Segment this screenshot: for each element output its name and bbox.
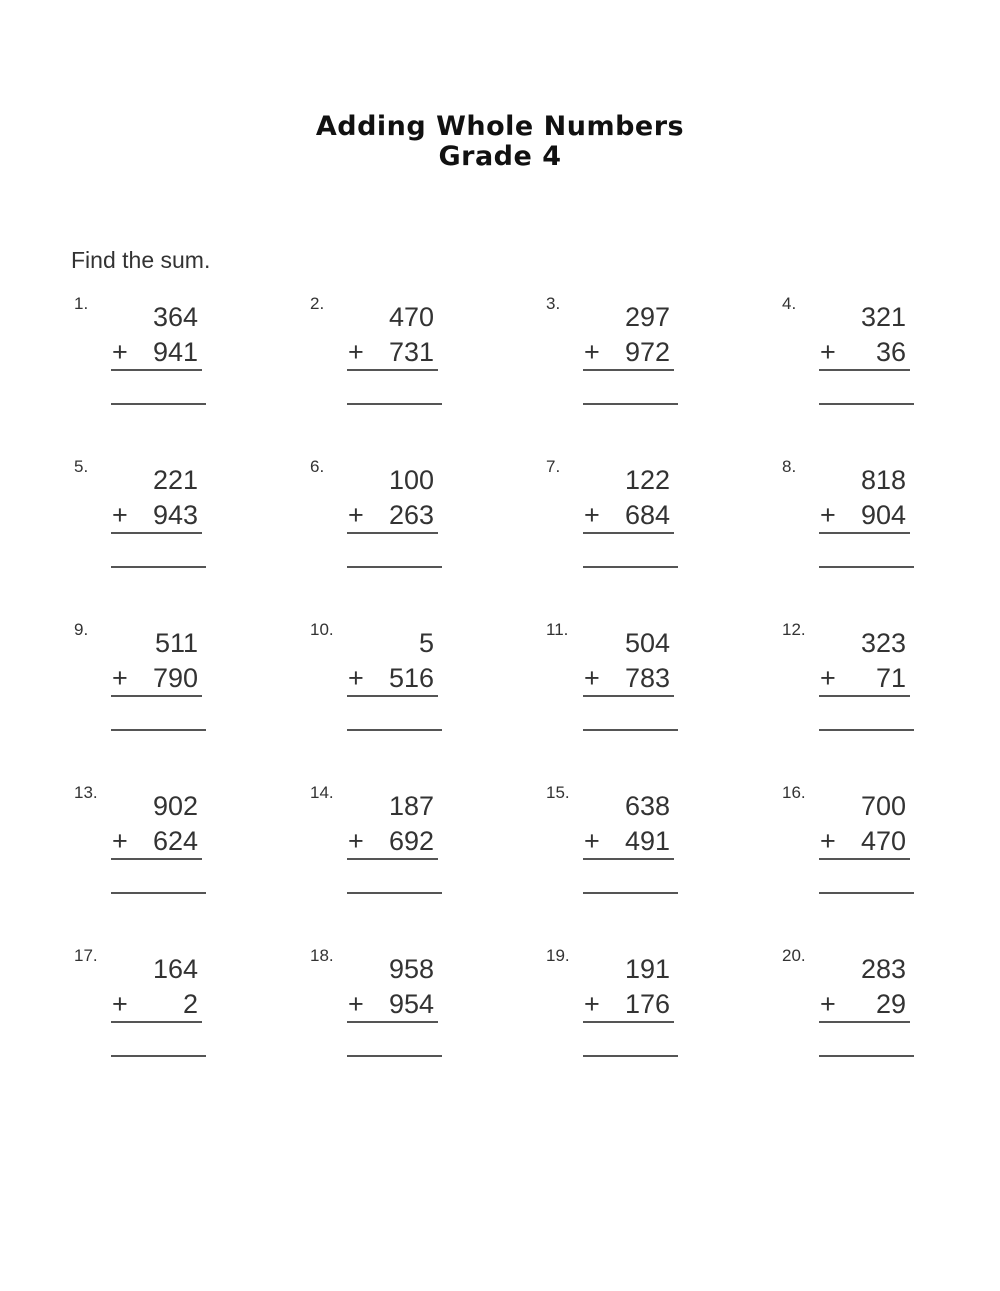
addend-top: 511 <box>154 628 198 658</box>
addend-bottom: 176 <box>624 989 670 1019</box>
problem-4 <box>782 294 906 414</box>
answer-blank[interactable] <box>583 403 678 405</box>
answer-blank[interactable] <box>347 566 442 568</box>
problem-18 <box>310 946 434 1066</box>
addend-top: 5 <box>418 628 434 658</box>
plus-sign: + <box>112 826 128 856</box>
problem-number: 19. <box>546 946 570 965</box>
addend-top: 100 <box>388 465 434 495</box>
problem-number: 11. <box>546 620 569 639</box>
problem-number: 1. <box>74 294 89 313</box>
addend-bottom: 29 <box>875 989 906 1019</box>
plus-sign: + <box>820 663 836 693</box>
answer-blank[interactable] <box>111 566 206 568</box>
problem-number: 8. <box>782 457 797 476</box>
problem-number: 15. <box>546 783 570 802</box>
problem-16 <box>782 783 906 903</box>
sum-line <box>819 695 910 697</box>
sum-line <box>819 1021 910 1023</box>
addend-top: 283 <box>860 954 906 984</box>
addend-top: 902 <box>152 791 198 821</box>
problem-7 <box>546 457 670 577</box>
answer-blank[interactable] <box>111 729 206 731</box>
sum-line <box>111 695 202 697</box>
problem-number: 3. <box>546 294 561 313</box>
plus-sign: + <box>348 663 364 693</box>
addend-bottom: 954 <box>388 989 434 1019</box>
addend-bottom: 790 <box>152 663 198 693</box>
addend-top: 364 <box>152 302 198 332</box>
problem-number: 13. <box>74 783 98 802</box>
problem-6 <box>310 457 434 577</box>
addend-top: 323 <box>860 628 906 658</box>
addend-top: 700 <box>860 791 906 821</box>
answer-blank[interactable] <box>583 892 678 894</box>
addend-top: 297 <box>624 302 670 332</box>
addend-top: 187 <box>388 791 434 821</box>
addend-top: 818 <box>860 465 906 495</box>
worksheet-title <box>0 112 1000 172</box>
plus-sign: + <box>584 826 600 856</box>
sum-line <box>347 532 438 534</box>
problem-11 <box>546 620 670 740</box>
problem-number: 12. <box>782 620 806 639</box>
sum-line <box>347 369 438 371</box>
plus-sign: + <box>112 663 128 693</box>
addend-bottom: 71 <box>875 663 906 693</box>
answer-blank[interactable] <box>111 1055 206 1057</box>
sum-line <box>347 1021 438 1023</box>
sum-line <box>583 1021 674 1023</box>
plus-sign: + <box>584 663 600 693</box>
problem-8 <box>782 457 906 577</box>
answer-blank[interactable] <box>583 729 678 731</box>
problem-20 <box>782 946 906 1066</box>
problem-14 <box>310 783 434 903</box>
answer-blank[interactable] <box>819 729 914 731</box>
addend-bottom: 2 <box>182 989 198 1019</box>
addend-bottom: 36 <box>875 337 906 367</box>
problem-number: 17. <box>74 946 98 965</box>
answer-blank[interactable] <box>583 1055 678 1057</box>
problem-15 <box>546 783 670 903</box>
answer-blank[interactable] <box>583 566 678 568</box>
addend-bottom: 904 <box>860 500 906 530</box>
addend-bottom: 941 <box>152 337 198 367</box>
problem-number: 20. <box>782 946 806 965</box>
plus-sign: + <box>112 337 128 367</box>
problem-10 <box>310 620 434 740</box>
problem-9 <box>74 620 198 740</box>
problem-5 <box>74 457 198 577</box>
sum-line <box>583 532 674 534</box>
title-line-1: Adding Whole Numbers <box>315 111 685 142</box>
addend-bottom: 943 <box>152 500 198 530</box>
sum-line <box>583 695 674 697</box>
plus-sign: + <box>820 826 836 856</box>
problem-number: 14. <box>310 783 334 802</box>
problem-19 <box>546 946 670 1066</box>
problem-2 <box>310 294 434 414</box>
addend-bottom: 470 <box>860 826 906 856</box>
title-line-2: Grade 4 <box>438 141 562 172</box>
plus-sign: + <box>112 989 128 1019</box>
addend-top: 504 <box>624 628 670 658</box>
addend-bottom: 684 <box>624 500 670 530</box>
problem-number: 4. <box>782 294 797 313</box>
addend-bottom: 624 <box>152 826 198 856</box>
plus-sign: + <box>348 337 364 367</box>
problem-number: 7. <box>546 457 561 476</box>
plus-sign: + <box>584 500 600 530</box>
answer-blank[interactable] <box>819 892 914 894</box>
addend-top: 221 <box>152 465 198 495</box>
problem-number: 2. <box>310 294 325 313</box>
answer-blank[interactable] <box>819 403 914 405</box>
sum-line <box>583 369 674 371</box>
problem-number: 10. <box>310 620 334 639</box>
problem-number: 5. <box>74 457 89 476</box>
addend-top: 958 <box>388 954 434 984</box>
sum-line <box>819 858 910 860</box>
sum-line <box>111 858 202 860</box>
answer-blank[interactable] <box>111 892 206 894</box>
answer-blank[interactable] <box>347 892 442 894</box>
answer-blank[interactable] <box>819 566 914 568</box>
plus-sign: + <box>820 500 836 530</box>
answer-blank[interactable] <box>347 403 442 405</box>
sum-line <box>111 532 202 534</box>
plus-sign: + <box>348 500 364 530</box>
problem-number: 16. <box>782 783 806 802</box>
plus-sign: + <box>348 826 364 856</box>
problem-1 <box>74 294 198 414</box>
addend-bottom: 783 <box>624 663 670 693</box>
sum-line <box>819 532 910 534</box>
answer-blank[interactable] <box>347 729 442 731</box>
problem-12 <box>782 620 906 740</box>
sum-line <box>347 858 438 860</box>
sum-line <box>347 695 438 697</box>
addend-bottom: 491 <box>624 826 670 856</box>
addend-bottom: 731 <box>388 337 434 367</box>
addend-bottom: 972 <box>624 337 670 367</box>
plus-sign: + <box>112 500 128 530</box>
addend-top: 321 <box>860 302 906 332</box>
sum-line <box>111 1021 202 1023</box>
addend-top: 122 <box>624 465 670 495</box>
answer-blank[interactable] <box>111 403 206 405</box>
plus-sign: + <box>820 337 836 367</box>
plus-sign: + <box>820 989 836 1019</box>
addend-top: 470 <box>388 302 434 332</box>
addend-bottom: 263 <box>388 500 434 530</box>
addend-top: 638 <box>624 791 670 821</box>
plus-sign: + <box>584 337 600 367</box>
addend-bottom: 516 <box>388 663 434 693</box>
addend-top: 164 <box>152 954 198 984</box>
problem-number: 6. <box>310 457 325 476</box>
sum-line <box>111 369 202 371</box>
addend-top: 191 <box>624 954 670 984</box>
problem-13 <box>74 783 198 903</box>
sum-line <box>819 369 910 371</box>
plus-sign: + <box>584 989 600 1019</box>
addend-bottom: 692 <box>388 826 434 856</box>
instructions: Find the sum. <box>71 247 211 273</box>
problem-3 <box>546 294 670 414</box>
problem-number: 18. <box>310 946 334 965</box>
problem-17 <box>74 946 198 1066</box>
answer-blank[interactable] <box>819 1055 914 1057</box>
answer-blank[interactable] <box>347 1055 442 1057</box>
plus-sign: + <box>348 989 364 1019</box>
problem-number: 9. <box>74 620 89 639</box>
sum-line <box>583 858 674 860</box>
